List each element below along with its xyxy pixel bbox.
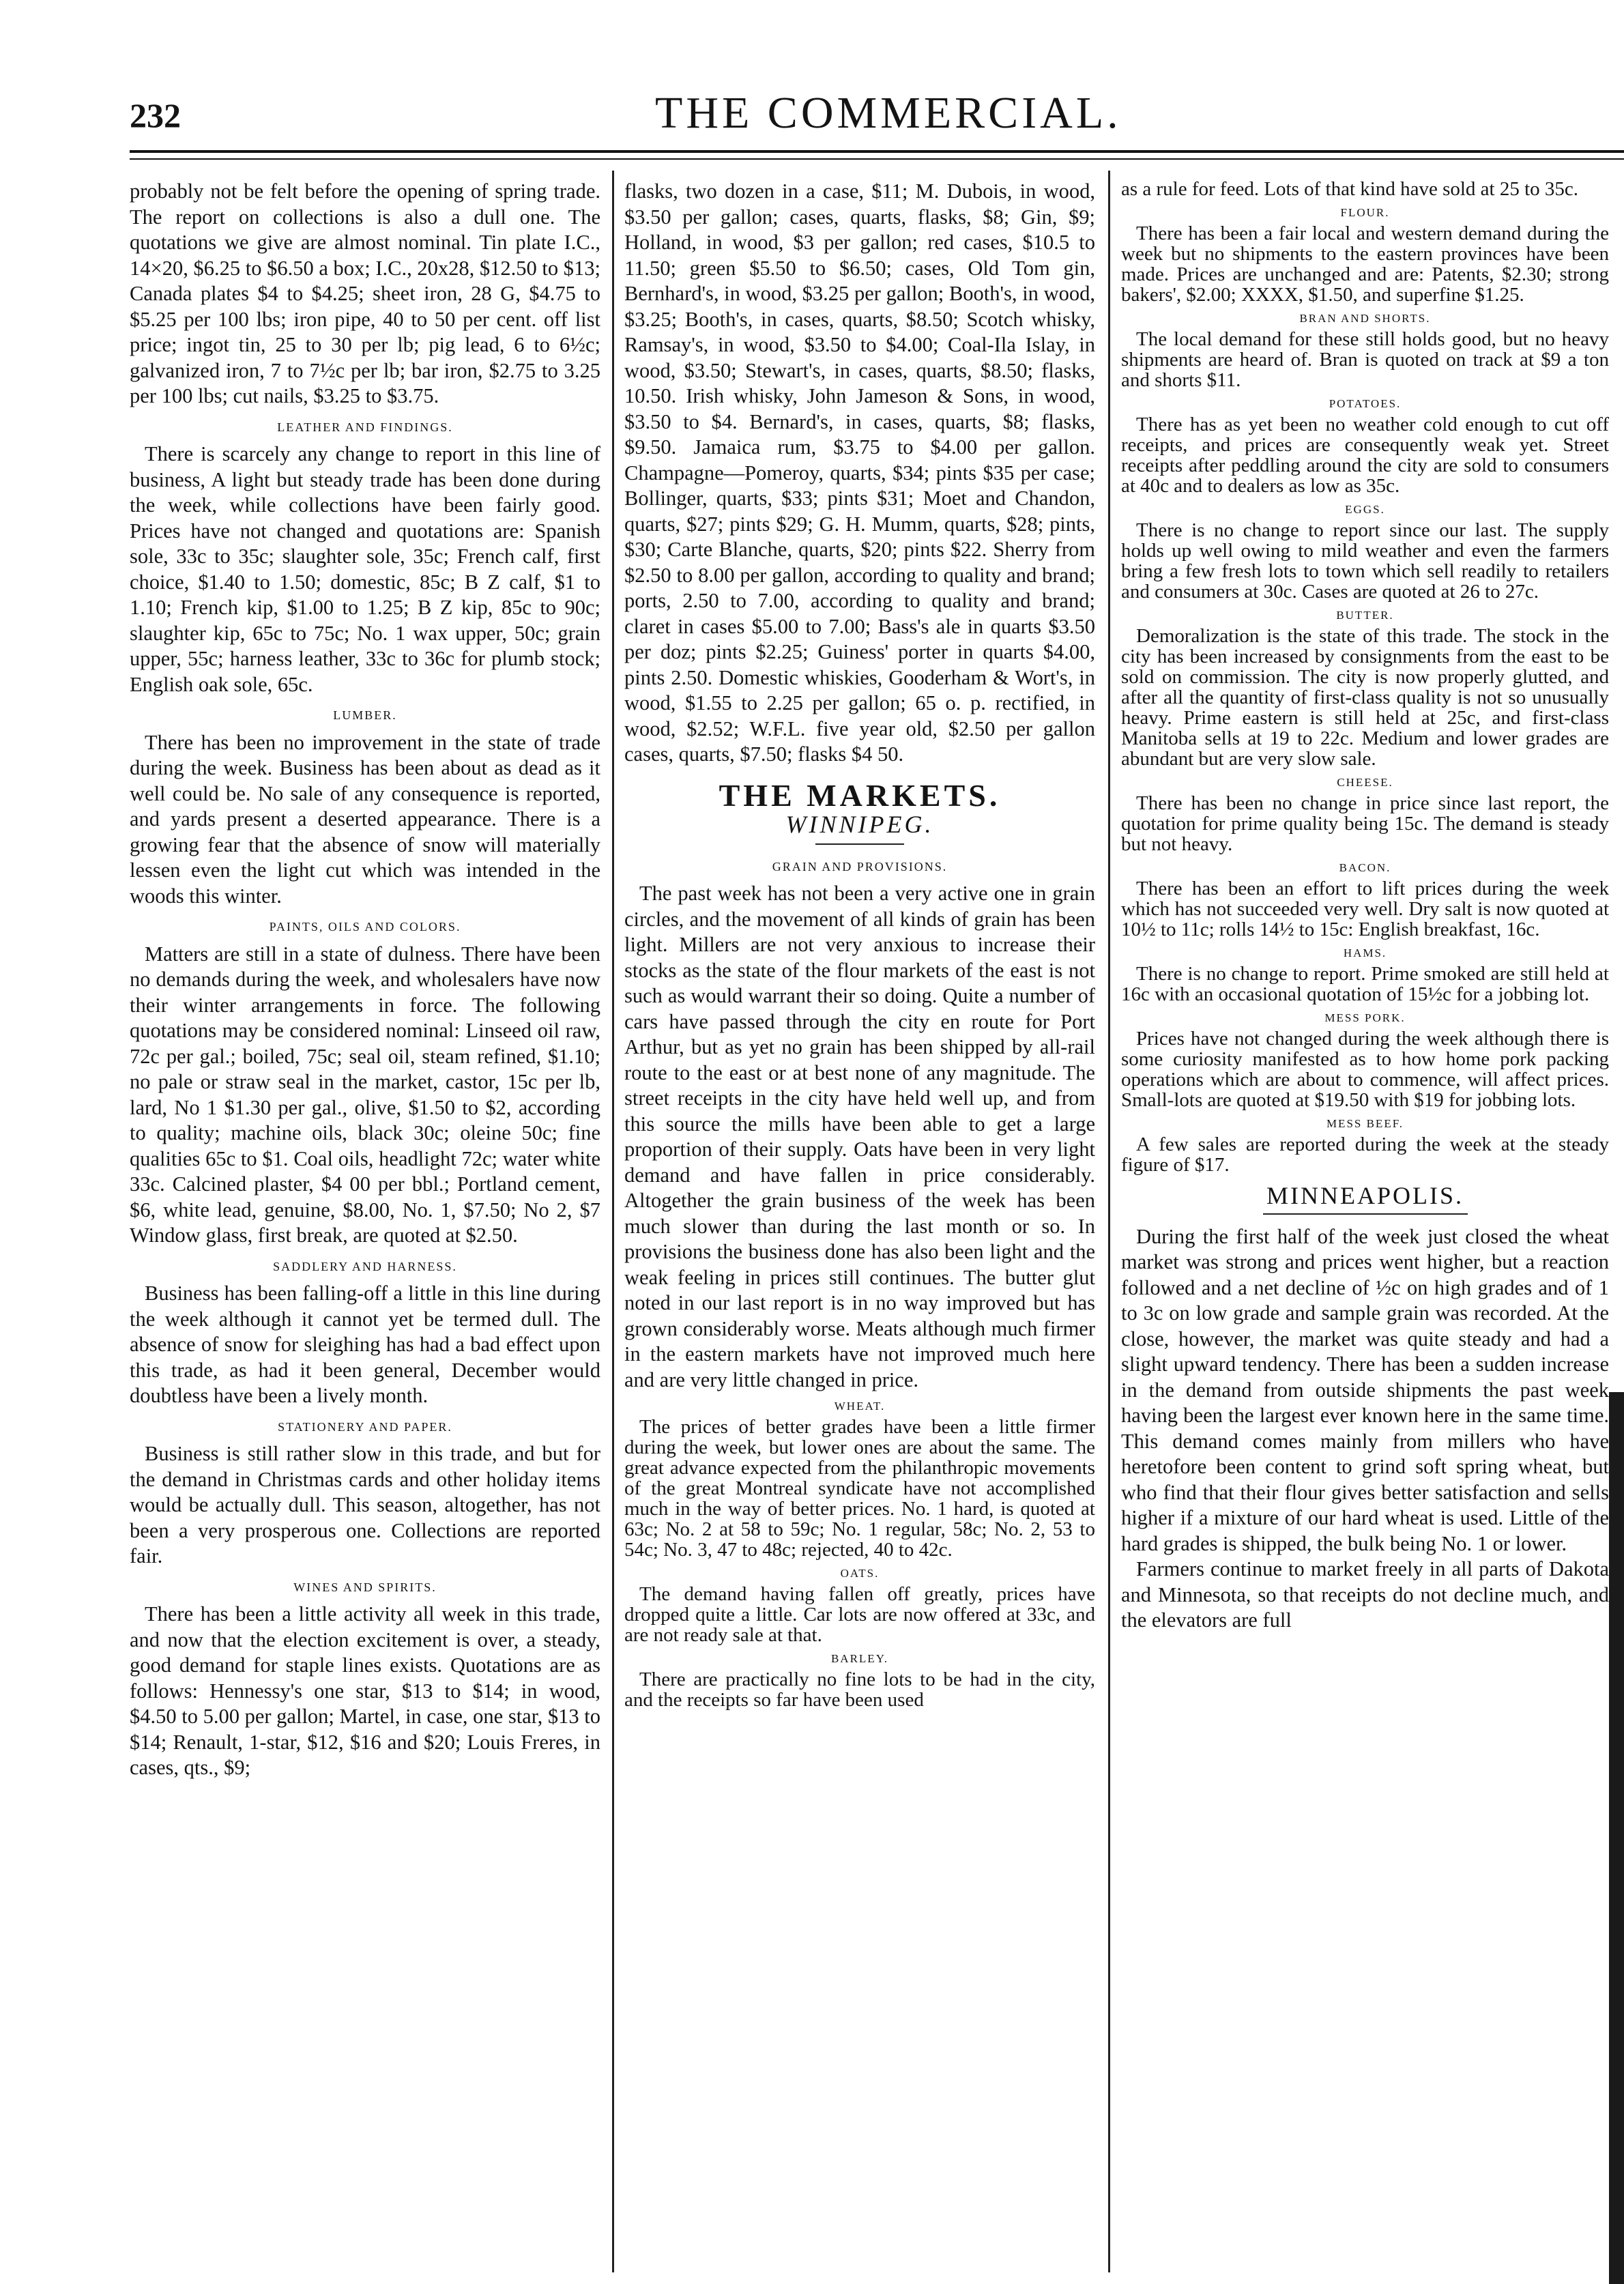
column-3 — [1121, 179, 1609, 2267]
article-paragraph: as a rule for feed. Lots of that kind have sold at 25 to 35c. — [1121, 179, 1579, 200]
column-rule-1 — [612, 171, 614, 2272]
article-paragraph: probably not be felt before the opening of spring trade. The report on collections is also a dull one. The quotations we give are almost nominal. Tin plate I.C., 14×20, $6.25 to $6.50 a box; I.C., 20x28, $12.50 to $13; Canada plates $4 to $4.25; sheet iron, 28 G, $4.75 to $5.25 per 100 lbs; iron pipe, 40 to 50 per cent. off list price; ingot tin, 25 to 30 per lb; pig lead, 6 to 6½c; galvanized iron, 7 to 7½c per lb; bar iron, $2.75 to 3.25 per 100 lbs; cut nails, $3.25 to $3.75. — [130, 179, 600, 407]
article-paragraph: Demoralization is the state of this trade. The stock in the city has been increased by consignments from the east to be sold on commission. The city is now properly glutted, and after all the quantity of first-class quality is not so unusually heavy. Prime eastern is still held at 25c, and first-class Manitoba sells at 19 to 22c. Medium and lower grades are abundant but are very slow sale. — [1121, 625, 1609, 770]
column-rule-2 — [1108, 171, 1110, 2272]
article-paragraph: Farmers continue to market freely in all parts of Dakota and Minnesota, so that receipts do not decline much, and the elevators are full — [1121, 1557, 1609, 1632]
section-heading-messpork: MESS PORK. — [1324, 1011, 1406, 1024]
header-rule-thin — [130, 158, 1624, 160]
section-heading-lumber: LUMBER. — [333, 708, 397, 722]
article-paragraph: There has been an effort to lift prices during the week which has not succeeded very well. Dry salt is now quoted at 10½ to 11c; rolls 14½ to 15c: English breakfast, 16c. — [1121, 878, 1609, 940]
city-heading-rule — [1263, 1213, 1468, 1215]
section-heading-barley: BARLEY. — [830, 1652, 889, 1665]
section-heading-grain: GRAIN AND PROVISIONS. — [772, 859, 948, 873]
column-2 — [624, 179, 1095, 2267]
article-paragraph: Business has been falling-off a little in this line during the week although it cannot yet be termed dull. The absence of snow for sleighing has had a bad effect upon this trade, as had it been general, December would doubtless have been a lively month. — [130, 1282, 600, 1407]
section-heading-leather: LEATHER AND FINDINGS. — [277, 420, 453, 434]
article-paragraph: Prices have not changed during the week although there is some curiosity manifested as to how home pork packing operations which are about to commence, will affect prices. Small-lots are quoted at $19.50 with $19 for jobbing lots. — [1121, 1028, 1609, 1111]
article-paragraph: There is scarcely any change to report in this line of business, A light but steady trade has been done during the week, while collections have been fairly good. Prices have not changed and quotations are: Spanish sole, 33c to 35c; slaughter sole, 35c; French calf, first choice, $1.40 to 1.50; domestic, 85c; B Z calf, $1 to 1.10; French kip, $1.00 to 1.25; B Z kip, 85c to 90c; slaughter kip, 65c to 75c; No. 1 wax upper, 50c; grain upper, 55c; harness leather, 33c to 36c for plumb stock; English oak sole, 65c. — [130, 442, 600, 696]
article-paragraph: The local demand for these still holds good, but no heavy shipments are heard of. Bran is quoted on track at $9 a ton and shorts $11. — [1121, 328, 1609, 391]
city-heading-box — [1121, 1183, 1609, 1215]
article-paragraph: There has as yet been no weather cold enough to cut off receipts, and prices are consequently weak yet. Street receipts after peddling around the city are sold to consumers at 40c and to dealers as low as 35c. — [1121, 414, 1609, 497]
article-paragraph: During the first half of the week just closed the wheat market was strong and prices went higher, but a reaction followed and a net decline of ½c on high grades and of 1 to 3c on low grade and sample grain was recorded. At the close, however, the market was quite steady and had a slight upward tendency. There has been a sudden increase in the demand from outside shipments the past week having been the largest ever known here in the same time. This demand comes mainly from millers who have heretofore been content to grind soft spring wheat, but who find that their flour gives better satisfaction and sells higher if a mixture of our hard wheat is used. Little of the hard grades is shipped, the bulk being No. 1 or lower. — [1121, 1224, 1609, 1555]
page-number: 232 — [130, 96, 181, 134]
article-paragraph: There has been no improvement in the state of trade during the week. Business has been about as dead as it well could be. No sale of any consequence is reported, and yards present a deserted appearance. There is a growing fear that the absence of snow will materially lessen even the light cut which was intended in the woods this winter. — [130, 730, 600, 908]
article-paragraph: There has been a little activity all week in this trade, and now that the election excitement is over, a steady, good demand for staple lines exists. Quotations are as follows: Hennessy's one star, $13 to $14; in wood, $4.50 to 5.00 per gallon; Martel, in case, one star, $13 to $14; Renault, 1-star, $12, $16 and $20; Louis Freres, in cases, qts., $9; — [130, 1602, 600, 1779]
section-heading-wheat: WHEAT. — [834, 1400, 886, 1413]
section-heading-eggs: EGGS. — [1345, 503, 1385, 516]
article-paragraph: There has been no change in price since last report, the quotation for prime quality being 15c. The demand is steady but not heavy. — [1121, 792, 1609, 855]
section-heading-bacon: BACON. — [1339, 861, 1391, 874]
section-heading-flour: FLOUR. — [1340, 206, 1390, 219]
section-heading-saddlery: SADDLERY AND HARNESS. — [273, 1259, 457, 1273]
page-edge-shadow — [1609, 1392, 1624, 2284]
article-paragraph: The prices of better grades have been a little firmer during the week, but lower ones are about the same. The great advance expected from the philanthropic movements of the great Montreal syndicate have not accomplished much in the way of better prices. No. 1 hard, is quoted at 63c; No. 2 at 58 to 59c; No. 1 regular, 58c; No. 2, 53 to 54c; No. 3, 47 to 48c; rejected, 40 to 42c. — [624, 1416, 1095, 1561]
section-heading-cheese: CHEESE. — [1337, 776, 1393, 789]
section-heading-butter: BUTTER. — [1336, 609, 1394, 622]
section-heading-messbeef: MESS BEEF. — [1326, 1117, 1404, 1130]
city-heading-rule — [815, 843, 904, 845]
article-paragraph: There is no change to report. Prime smoked are still held at 16c with an occasional quotation of 15½c for a jobbing lot. — [1121, 963, 1609, 1005]
section-heading-hams: HAMS. — [1343, 946, 1387, 959]
header-rule-thick — [130, 150, 1624, 153]
city-heading-winnipeg: WINNIPEG. — [785, 811, 934, 838]
article-paragraph: There has been a fair local and western demand during the week but no shipments to the eastern provinces have been made. Prices are unchanged and are: Patents, $2.30; strong bakers', $2.00; XXXX, $1.50, and superfine $1.25. — [1121, 222, 1609, 306]
section-heading-paints: PAINTS, OILS AND COLORS. — [269, 920, 461, 934]
article-paragraph: The past week has not been a very active one in grain circles, and the movement of all kinds of grain has been light. Millers are not very anxious to increase their stocks as the state of the flour markets of the east is not such as would warrant their so doing. Quite a number of cars have passed through the city en route for Port Arthur, but as yet no grain has been shipped by all-rail route to the east or at best none of any magnitude. The street receipts in the city have held well up, and from this source the mills have been able to get a large proportion of their supply. Oats have been in very light demand and have fallen in price considerably. Altogether the grain business of the week has been much slower than during the last month or so. In provisions the business done has also been light and the weak feeling in prices still continues. The butter glut noted in our last report is in no way improved but has grown considerably worse. Meats although much firmer in the eastern markets have not improved much here and are very little changed in price. — [624, 882, 1095, 1391]
masthead: THE COMMERCIAL. — [655, 88, 1122, 138]
markets-title: THE MARKETS. — [719, 777, 1001, 813]
section-heading-bran: BRAN AND SHORTS. — [1299, 312, 1431, 325]
city-heading-minneapolis: MINNEAPOLIS. — [1266, 1182, 1464, 1209]
article-paragraph: The demand having fallen off greatly, prices have dropped quite a little. Car lots are now offered at 33c, and are not ready sale at that. — [624, 1583, 1095, 1646]
section-heading-wines: WINES AND SPIRITS. — [293, 1580, 437, 1594]
section-heading-potatoes: POTATOES. — [1329, 397, 1402, 410]
article-paragraph: There are practically no fine lots to be had in the city, and the receipts so far have been used — [624, 1668, 1095, 1711]
article-paragraph: Business is still rather slow in this trade, and but for the demand in Christmas cards and other holiday items would be actually dull. This season, altogether, has not been a very prosperous one. Collections are reported fair. — [130, 1442, 600, 1567]
article-paragraph: Matters are still in a state of dulness. There have been no demands during the week, and wholesalers have now their winter arrangements in force. The following quotations may be considered nominal: Linseed oil raw, 72c per gal.; boiled, 75c; seal oil, steam refined, $1.10; no pale or straw seal in the market, castor, 15c per lb, lard, No 1 $1.30 per gal., olive, $1.50 to $2, according to quality; machine oils, black 30c; oleine 50c; fine qualities 65c to $1. Coal oils, headlight 72c; water white 33c. Calcined plaster, $4 00 per bbl.; Portland cement, $6, white lead, genuine, $8.00, No. 1, $7.50; No 2, $7 Window glass, first break, are quoted at $2.50. — [130, 942, 600, 1247]
article-paragraph: flasks, two dozen in a case, $11; M. Dubois, in wood, $3.50 per gallon; cases, quarts, flasks, $8; Gin, $9; Holland, in wood, $3 per gallon; red cases, $10.5 to 11.50; green $5.50 to $6.50; cases, Old Tom gin, Bernhard's, in wood, $3.25 per gallon; Booth's, in wood, $3.25; Booth's, in cases, quarts, $8.50; Scotch whisky, Ramsay's, in wood, $3.50 to $4.00; Coal-Ila Islay, in wood, $3.50; Stewart's, in cases, quarts, $8.50; flasks, 10.50. Irish whisky, John Jameson & Sons, in wood, $3.50 to $4. Bernard's, in cases, quarts, $8; flasks, $9.50. Jamaica rum, $3.75 to $4.00 per gallon. Champagne—Pomeroy, quarts, $34; pints $35 per case; Bollinger, quarts, $33; pints $31; Moet and Chandon, quarts, $27; pints $29; G. H. Mumm, quarts, $28; pints, $30; Carte Blanche, quarts, $20; pints $22. Sherry from $2.50 to 8.00 per gallon, according to quality and brand; ports, 2.50 to 7.00, according to quality and brand; claret in cases $5.00 to 7.00; Bass's ale in quarts $3.50 per doz; pints $2.25; Guiness' porter in quarts $4.00, pints 2.50. Domestic whiskies, Gooderham & Wort's, in wood, $1.55 to 2.25 per gallon; 65 o. p. rectified, in wood, $2.52; W.F.L. five year old, $2.50 per gallon cases, quarts, $7.50; flasks $4 50. — [624, 179, 1095, 766]
article-paragraph: There is no change to report since our last. The supply holds up well owing to mild weather and even the farmers bring a few fresh lots to town which sell readily to retailers and consumers at 30c. Cases are quoted at 26 to 27c. — [1121, 519, 1609, 603]
column-1 — [130, 179, 600, 2267]
section-heading-oats: OATS. — [840, 1567, 880, 1580]
article-paragraph: A few sales are reported during the week at the steady figure of $17. — [1121, 1133, 1609, 1176]
section-heading-stationery: STATIONERY AND PAPER. — [278, 1419, 452, 1434]
